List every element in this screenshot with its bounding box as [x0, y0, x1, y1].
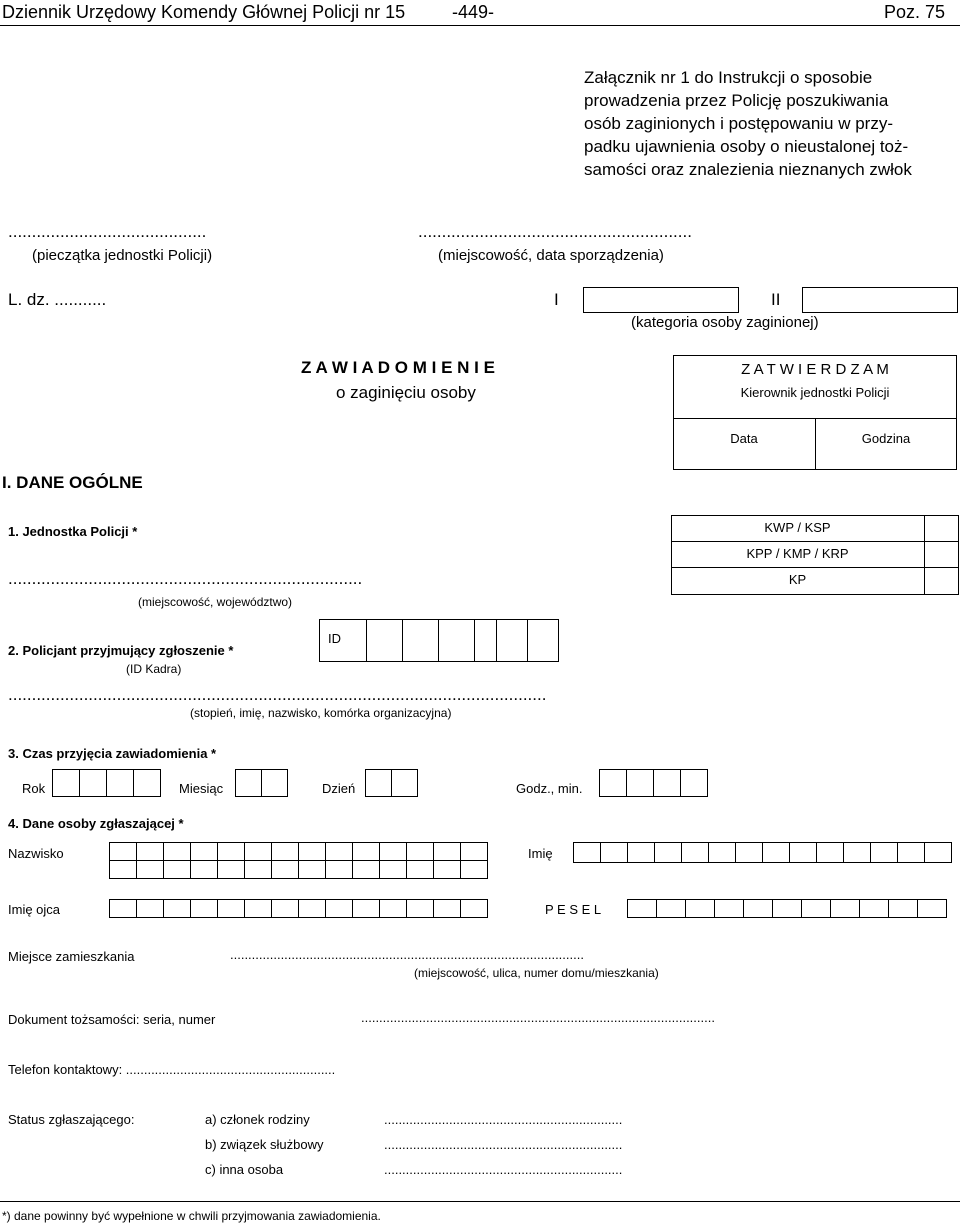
unit-type-kp-checkbox[interactable] — [925, 568, 958, 594]
officer-id-label: ID — [328, 631, 341, 646]
category-II-box[interactable] — [802, 287, 958, 313]
letter-cell[interactable] — [325, 860, 353, 879]
letter-cell[interactable] — [325, 842, 353, 861]
ldz-field[interactable]: L. dz. ........... — [8, 290, 107, 309]
id-cell[interactable] — [402, 619, 439, 662]
letter-cell[interactable] — [627, 842, 655, 863]
id-document-label: Dokument tożsamości: seria, numer — [8, 1012, 216, 1027]
letter-cell[interactable] — [109, 860, 137, 879]
letter-cell[interactable] — [772, 899, 802, 918]
letter-cell[interactable] — [897, 842, 925, 863]
letter-cell[interactable] — [190, 842, 218, 861]
pesel-label: P E S E L — [545, 902, 602, 917]
letter-cell[interactable] — [217, 899, 245, 918]
letter-cell[interactable] — [298, 860, 326, 879]
letter-cell[interactable] — [654, 842, 682, 863]
footnote: *) dane powinny być wypełnione w chwili przyjmowania zawiadomienia. — [2, 1209, 381, 1223]
letter-cell[interactable] — [379, 860, 407, 879]
letter-cell[interactable] — [244, 899, 272, 918]
letter-cell[interactable] — [352, 899, 380, 918]
letter-cell[interactable] — [406, 842, 434, 861]
letter-cell[interactable] — [190, 899, 218, 918]
officer-label: 2. Policjant przyjmujący zgłoszenie * — [8, 643, 234, 658]
unit-type-kp: KP — [788, 572, 807, 587]
address-dots[interactable]: .................................................................................................. — [230, 947, 584, 962]
month-cells[interactable] — [235, 769, 288, 797]
phone-field[interactable]: Telefon kontaktowy: .......................................................... — [8, 1062, 336, 1077]
first-name-cells[interactable] — [573, 842, 952, 863]
letter-cell[interactable] — [163, 899, 191, 918]
letter-cell[interactable] — [433, 842, 461, 861]
status-option-other: c) inna osoba — [205, 1162, 284, 1177]
page-number: -449- — [452, 2, 495, 22]
annex-line: osób zaginionych i postępowaniu w przy- — [584, 114, 894, 133]
letter-cell[interactable] — [163, 842, 191, 861]
letter-cell[interactable] — [656, 899, 686, 918]
letter-cell[interactable] — [870, 842, 898, 863]
year-label: Rok — [22, 781, 46, 796]
surname-cells-row2[interactable] — [109, 860, 488, 879]
officer-details-caption: (stopień, imię, nazwisko, komórka organizacyjna) — [190, 706, 452, 720]
letter-cell[interactable] — [789, 842, 817, 863]
unit-type-kpp-checkbox[interactable] — [925, 542, 958, 566]
reporter-label: 4. Dane osoby zgłaszającej * — [8, 816, 184, 831]
stamp-dots[interactable]: .......................................... — [8, 222, 207, 241]
category-I-box[interactable] — [583, 287, 739, 313]
id-cell[interactable] — [438, 619, 475, 662]
letter-cell[interactable] — [136, 860, 164, 879]
approval-title: Z A T W I E R D Z A M — [741, 361, 889, 378]
id-cell[interactable] — [366, 619, 403, 662]
hour-minute-label: Godz., min. — [516, 781, 583, 796]
letter-cell[interactable] — [271, 899, 299, 918]
status-family-dots[interactable]: .................................................................. — [384, 1112, 623, 1127]
letter-cell[interactable] — [735, 842, 763, 863]
letter-cell[interactable] — [843, 842, 871, 863]
id-cell[interactable] — [496, 619, 528, 662]
journal-title: Dziennik Urzędowy Komendy Głównej Policji nr 15 — [2, 2, 406, 22]
letter-cell[interactable] — [460, 842, 488, 861]
letter-cell[interactable] — [460, 860, 488, 879]
unit-type-kwp: KWP / KSP — [764, 520, 831, 535]
status-option-family: a) członek rodziny — [205, 1112, 310, 1127]
letter-cell[interactable] — [271, 842, 299, 861]
status-label: Status zgłaszającego: — [8, 1112, 135, 1127]
officer-details-dots[interactable]: .................................................................................................................. — [8, 685, 547, 704]
letter-cell[interactable] — [573, 842, 601, 863]
letter-cell[interactable] — [681, 842, 709, 863]
status-service-dots[interactable]: .................................................................. — [384, 1137, 623, 1152]
first-name-label: Imię — [528, 846, 553, 861]
stamp-caption: (pieczątka jednostki Policji) — [32, 247, 213, 264]
letter-cell[interactable] — [379, 899, 407, 918]
letter-cell[interactable] — [217, 842, 245, 861]
id-cell[interactable] — [474, 619, 497, 662]
month-label: Miesiąc — [179, 781, 224, 796]
annex-line: padku ujawnienia osoby o nieustalonej toż- — [584, 137, 909, 156]
letter-cell[interactable] — [109, 842, 137, 861]
letter-cell[interactable] — [685, 899, 715, 918]
annex-note — [584, 66, 954, 181]
approval-hour-label[interactable]: Godzina — [861, 431, 911, 446]
letter-cell[interactable] — [859, 899, 889, 918]
letter-cell[interactable] — [352, 860, 380, 879]
letter-cell[interactable] — [816, 842, 844, 863]
letter-cell[interactable] — [163, 860, 191, 879]
address-caption: (miejscowość, ulica, numer domu/mieszkania) — [414, 966, 659, 980]
status-other-dots[interactable]: .................................................................. — [384, 1162, 623, 1177]
father-name-label: Imię ojca — [8, 902, 61, 917]
letter-cell[interactable] — [433, 899, 461, 918]
letter-cell[interactable] — [352, 842, 380, 861]
surname-label: Nazwisko — [8, 846, 64, 861]
police-unit-label: 1. Jednostka Policji * — [8, 524, 138, 539]
letter-cell[interactable] — [888, 899, 918, 918]
officer-id-cells[interactable] — [366, 619, 559, 662]
surname-cells-row1[interactable] — [109, 842, 488, 861]
letter-cell[interactable] — [830, 899, 860, 918]
unit-type-divider — [671, 541, 959, 542]
id-document-dots[interactable]: .................................................................................................. — [361, 1010, 715, 1025]
approval-role: Kierownik jednostki Policji — [740, 385, 890, 400]
letter-cell[interactable] — [136, 899, 164, 918]
letter-cell[interactable] — [298, 842, 326, 861]
year-cells[interactable] — [52, 769, 161, 797]
category-caption: (kategoria osoby zaginionej) — [631, 314, 819, 331]
document-subtitle: o zaginięciu osoby — [336, 383, 476, 402]
letter-cell[interactable] — [325, 899, 353, 918]
letter-cell[interactable] — [190, 860, 218, 879]
category-I-label: I — [554, 290, 559, 309]
category-II-label: II — [771, 290, 781, 309]
letter-cell[interactable] — [217, 860, 245, 879]
letter-cell[interactable] — [109, 899, 137, 918]
footnote-rule — [0, 1201, 960, 1202]
day-label: Dzień — [322, 781, 356, 796]
day-cells[interactable] — [365, 769, 418, 797]
letter-cell[interactable] — [460, 899, 488, 918]
officer-id-label-box — [319, 619, 367, 662]
position-number: Poz. 75 — [884, 2, 946, 22]
officer-id-caption: (ID Kadra) — [126, 662, 182, 676]
hour-minute-cells[interactable] — [599, 769, 708, 797]
header-rule — [0, 25, 960, 26]
section-heading: I. DANE OGÓLNE — [2, 473, 143, 492]
letter-cell[interactable] — [244, 842, 272, 861]
father-name-cells[interactable] — [109, 899, 488, 918]
letter-cell[interactable] — [271, 860, 299, 879]
police-unit-caption: (miejscowość, województwo) — [138, 595, 293, 609]
approval-date-label[interactable]: Data — [730, 431, 758, 446]
unit-type-divider — [671, 567, 959, 568]
letter-cell[interactable] — [136, 842, 164, 861]
letter-cell[interactable] — [917, 899, 947, 918]
letter-cell[interactable] — [762, 842, 790, 863]
letter-cell[interactable] — [406, 860, 434, 879]
letter-cell[interactable] — [600, 842, 628, 863]
unit-type-kwp-checkbox[interactable] — [925, 516, 958, 540]
place-date-dots[interactable]: .......................................................... — [418, 222, 692, 241]
letter-cell[interactable] — [743, 899, 773, 918]
id-cell[interactable] — [527, 619, 559, 662]
letter-cell[interactable] — [298, 899, 326, 918]
place-date-caption: (miejscowość, data sporządzenia) — [438, 247, 664, 264]
annex-line: prowadzenia przez Policję poszukiwania — [584, 91, 889, 110]
letter-cell[interactable] — [433, 860, 461, 879]
letter-cell[interactable] — [714, 899, 744, 918]
letter-cell[interactable] — [708, 842, 736, 863]
letter-cell[interactable] — [627, 899, 657, 918]
letter-cell[interactable] — [924, 842, 952, 863]
letter-cell[interactable] — [801, 899, 831, 918]
address-label: Miejsce zamieszkania — [8, 949, 135, 964]
annex-line: Załącznik nr 1 do Instrukcji o sposobie — [584, 68, 873, 87]
letter-cell[interactable] — [379, 842, 407, 861]
letter-cell[interactable] — [244, 860, 272, 879]
unit-type-kpp: KPP / KMP / KRP — [746, 546, 849, 561]
pesel-cells[interactable] — [627, 899, 947, 918]
status-option-service: b) związek służbowy — [205, 1137, 324, 1152]
report-time-label: 3. Czas przyjęcia zawiadomienia * — [8, 746, 217, 761]
document-title: Z A W I A D O M I E N I E — [301, 358, 495, 377]
police-unit-dots[interactable]: ........................................................................... — [8, 569, 363, 588]
annex-line: samości oraz znalezienia nieznanych zwłok — [584, 160, 912, 179]
letter-cell[interactable] — [406, 899, 434, 918]
